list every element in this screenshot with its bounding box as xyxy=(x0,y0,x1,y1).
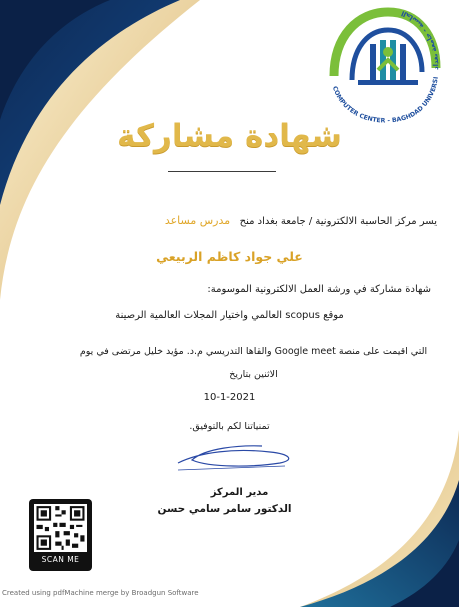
workshop-topic: موقع scopus العالمي واختيار المجلات العالمية الرصينة xyxy=(115,310,344,321)
svg-text:مركز الحاسبة - جامعة بغداد: الحاسبة - جامعة بغداد xyxy=(400,8,441,71)
workshop-details xyxy=(70,340,437,386)
pdf-footer: Created using pdfMachine merge by Broadgun Software xyxy=(2,589,199,597)
workshop-line: شهادة مشاركة في ورشة العمل الالكترونية الموسومة: xyxy=(207,284,431,295)
svg-text:COMPUTER CENTER - BAGHDAD UNIV: COMPUTER CENTER - BAGHDAD UNIVERSI xyxy=(330,76,440,125)
certificate-title: شهادة مشاركة xyxy=(117,118,342,154)
title-underline xyxy=(168,171,276,172)
computer-center-emblem xyxy=(318,6,444,134)
scan-me-label: SCAN ME xyxy=(41,555,80,564)
intro-text: يسر مركز الحاسبة الالكترونية / جامعة بغداد منح xyxy=(239,216,437,227)
recipient-name: علي جواد كاظم الربيعي xyxy=(156,249,303,264)
intro-line xyxy=(60,214,437,227)
qr-code-icon xyxy=(34,504,87,552)
manager-title: مدير المركز xyxy=(210,487,269,498)
recipient-rank: مدرس مساعد xyxy=(164,214,231,227)
manager-name: الدكتور سامر سامي حسن xyxy=(157,503,292,515)
workshop-date: 10-1-2021 xyxy=(203,392,256,403)
manager-signature xyxy=(178,446,289,466)
closing-wish: تمنياتنا لكم بالتوفيق. xyxy=(189,421,270,432)
university-logo xyxy=(318,6,444,134)
details-line-2: الاثنين بتاريخ xyxy=(229,369,278,380)
details-line-1: التي اقيمت على منصة Google meet والقاها التدريسي م.د. مؤيد خليل مرتضى في يوم xyxy=(79,346,428,357)
signature-underline xyxy=(178,466,285,470)
qr-code-badge[interactable] xyxy=(29,499,92,571)
